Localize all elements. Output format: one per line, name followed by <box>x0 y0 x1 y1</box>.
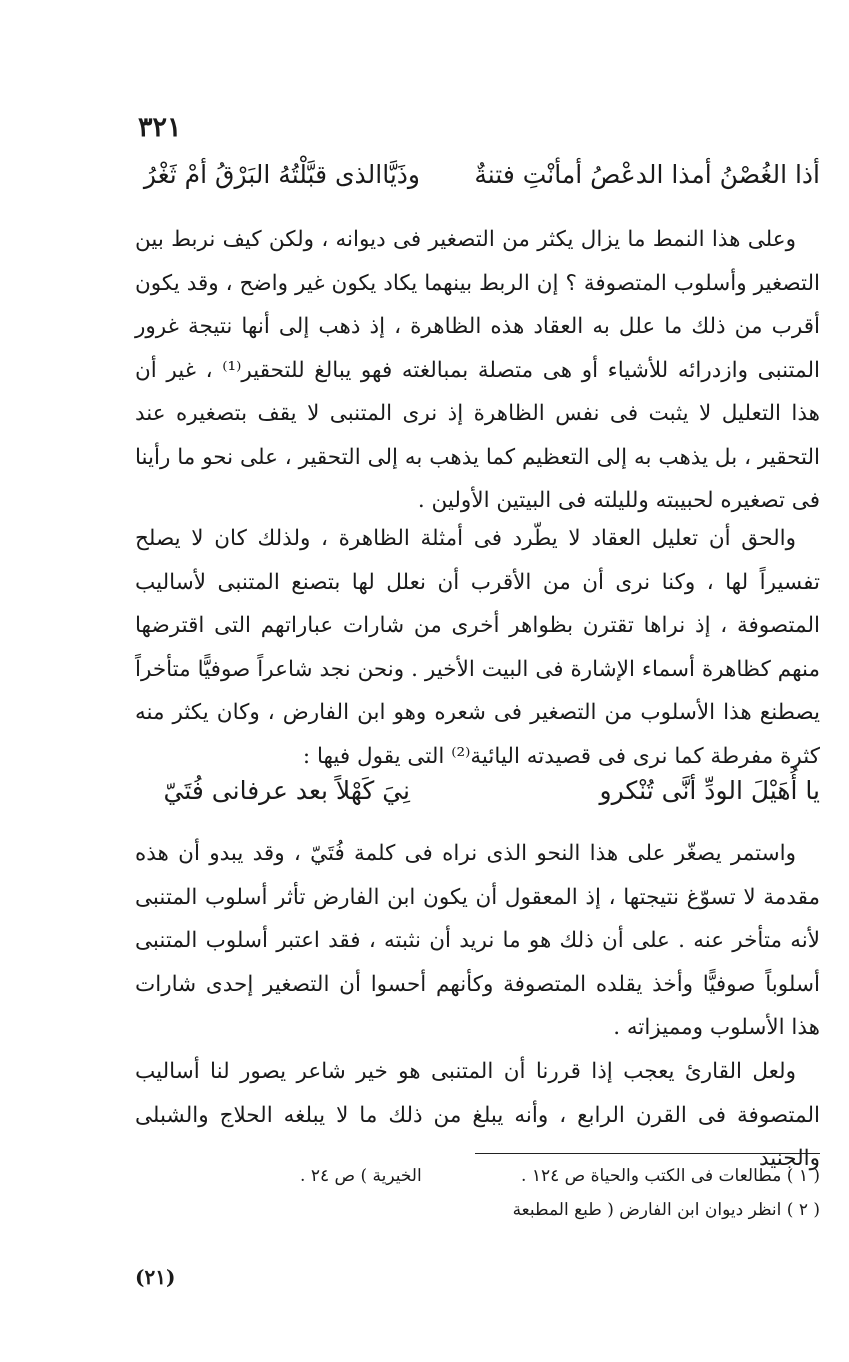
paragraph-1: وعلى هذا النمط ما يزال يكثر من التصغير فى ديوانه ، ولكن كيف نربط بين التصغير وأسلوب المتصوفة ؟ إن الربط بينهما يكاد يكون غير واضح ، وقد يكون أقرب من ذلك ما علل به العقاد هذه الظاهرة ، إذ ذهب إلى أنها نتيجة غرور المتنبى وازدرائه للأشياء أو هى متصلة بمبالغته فهو يبالغ للتحقير⁽¹⁾ ، غير أن هذا التعليل لا يثبت فى نفس الظاهرة إذ نرى المتنبى لا يقف بتصغيره عند التحقير ، بل يذهب به إلى التعظيم كما يذهب به إلى التحقير ، على نحو ما رأينا فى تصغيره لحبيبته ولليلته فى البيتين الأولين . <box>135 227 820 513</box>
footnote-2 <box>300 1200 820 1220</box>
verse-2-hemistich-2: نِيَ كَهْلاً بعد عرفانى فُتَيّ <box>163 776 410 805</box>
page-number: ٣٢١ <box>138 112 182 143</box>
verse-2 <box>100 776 820 816</box>
paragraph-4: ولعل القارئ يعجب إذا قررنا أن المتنبى هو خير شاعر يصور لنا أساليب المتصوفة فى القرن الرابع ، وأنه يبلغ من ذلك ما لا يبلغه الحلاج والشبلى والجنيد <box>135 1059 820 1171</box>
footnote-2-text: انظر ديوان ابن الفارض ( طبع المطبعة <box>512 1200 782 1220</box>
paragraph-3: واستمر يصغّر على هذا النحو الذى نراه فى كلمة فُتَيّ ، وقد يبدو أن هذه مقدمة لا تسوّغ نتيجتها ، إذ المعقول أن يكون ابن الفارض تأثر أسلوب المتنبى لأنه متأخر عنه . على أن ذلك هو ما نريد أن نثبته ، فقد اعتبر أسلوب المتنبى أسلوباً صوفيًّا وأخذ يقلده المتصوفة وكأنهم أحسوا أن التصغير إحدى شارات هذا الأسلوب ومميزاته . <box>135 841 820 1040</box>
footnote-divider <box>475 1153 820 1154</box>
verse-1 <box>100 160 820 200</box>
footnote-1-number: ( ١ ) <box>786 1166 820 1186</box>
verse-1-hemistich-1: أذا الغُصْنُ أمذا الدعْصُ أمأنْتِ فتنةٌ <box>474 160 820 189</box>
footnote-1-text: مطالعات فى الكتب والحياة ص ١٢٤ . <box>521 1166 782 1186</box>
paragraph-2: والحق أن تعليل العقاد لا يطّرد فى أمثلة الظاهرة ، ولذلك كان لا يصلح تفسيراً لها ، وكنا نرى أن من الأقرب أن نعلل لها بتصنع المتنبى لأساليب المتصوفة ، إذ نراها تقترن بظواهر أخرى من شارات عباراتهم التى اقترضها منهم كظاهرة أسماء الإشارة فى البيت الأخير . ونحن نجد شاعراً صوفيًّا متأخراً يصطنع هذا الأسلوب من التصغير فى شعره وهو ابن الفارض ، وكان يكثر منه كثرة مفرطة كما نرى فى قصيدته اليائية⁽²⁾ التى يقول فيها : <box>135 526 820 769</box>
footnote-2-continuation: الخيرية ) ص ٢٤ . <box>300 1166 422 1186</box>
footnote-2-number: ( ٢ ) <box>786 1200 820 1220</box>
verse-2-hemistich-1: يا أُهَيْلَ الودِّ أنَّى تُنْكرو <box>599 776 820 805</box>
verse-1-hemistich-2: وذَيَّاالذى قبَّلْتُهُ البَرْقُ أمْ ثَغْرُ <box>143 160 420 189</box>
footnote-1 <box>300 1166 820 1186</box>
signature-mark: (٢١) <box>135 1265 176 1289</box>
